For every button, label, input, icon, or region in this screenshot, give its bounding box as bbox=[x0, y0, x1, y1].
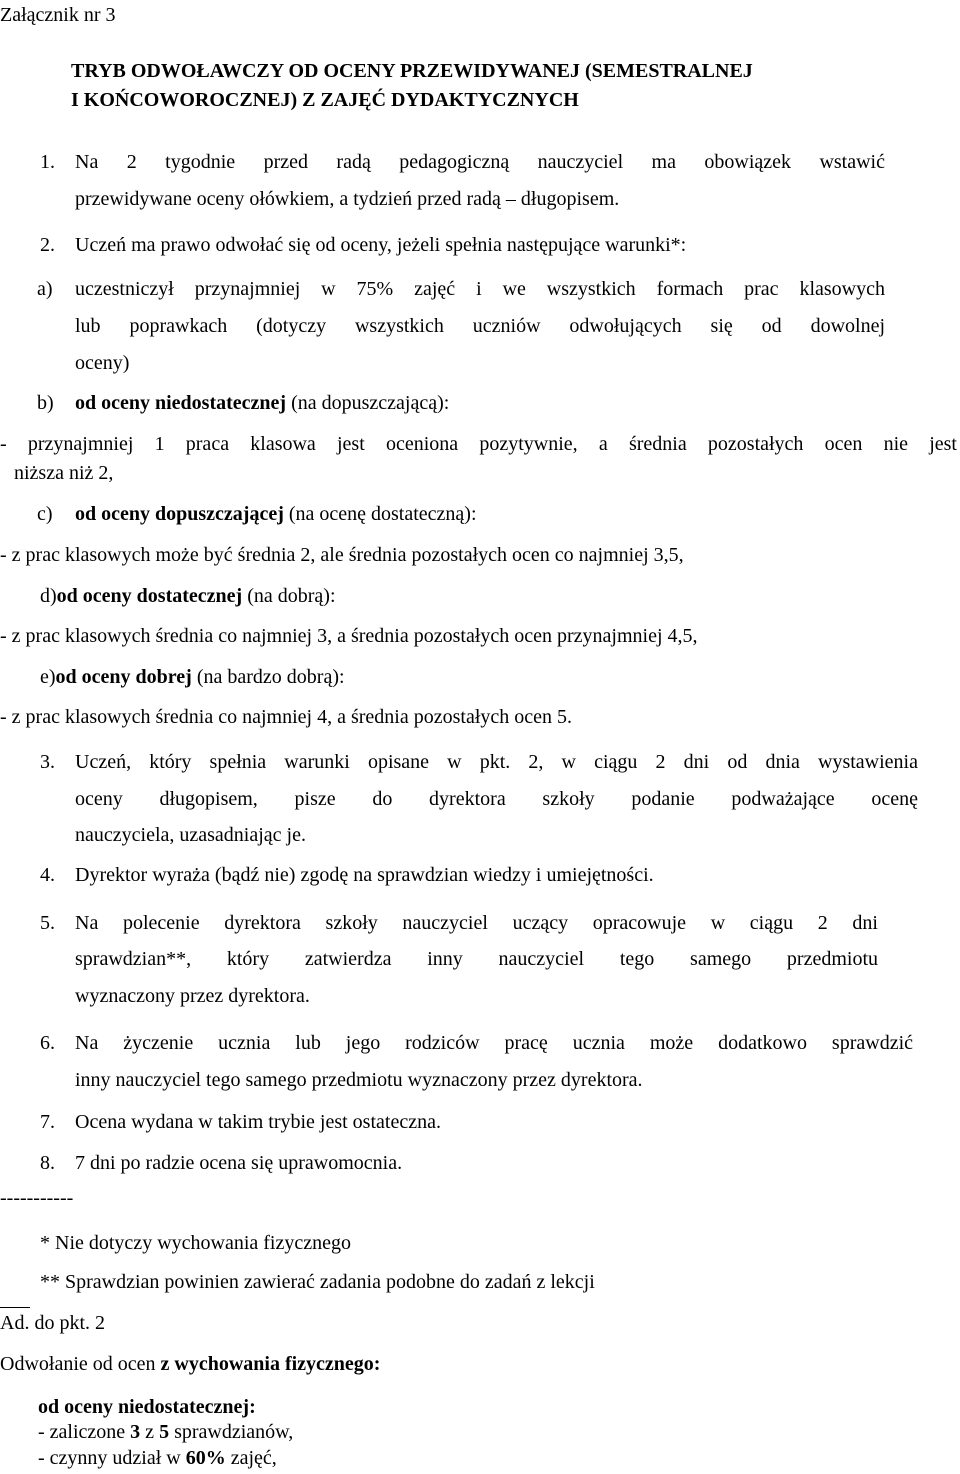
ad-intro-bold: z wychowania fizycznego: bbox=[160, 1353, 381, 1375]
item-3-line-2: oceny długopisem, pisze do dyrektora szkoły podanie podważające ocenę bbox=[75, 788, 918, 810]
item-1-line-2: przewidywane oceny ołówkiem, a tydzień przed radą – długopisem. bbox=[75, 188, 620, 210]
ad-line-2-percent: 60% bbox=[185, 1447, 226, 1469]
condition-c-rest: (na ocenę dostateczną): bbox=[283, 503, 477, 525]
item-3-line-3: nauczyciela, uzasadniając je. bbox=[75, 824, 306, 846]
item-5-line-1: Na polecenie dyrektora szkoły nauczyciel uczący opracowuje w ciągu 2 dni bbox=[75, 912, 878, 934]
ad-line-1-text: - zaliczone bbox=[38, 1421, 131, 1443]
ad-line-1 bbox=[38, 1420, 293, 1444]
condition-b-bold: od oceny niedostatecznej bbox=[75, 392, 287, 414]
footnote-2: ** Sprawdzian powinien zawierać zadania podobne do zadań z lekcji bbox=[40, 1271, 595, 1293]
condition-b-detail-1: - przynajmniej 1 praca klasowa jest oceniona pozytywnie, a średnia pozostałych ocen nie jest bbox=[0, 433, 957, 455]
ad-line-1-count: 3 bbox=[130, 1421, 141, 1443]
item-3-line-1: Uczeń, który spełnia warunki opisane w pkt. 2, w ciągu 2 dni od dnia wystawienia bbox=[75, 751, 918, 773]
condition-e-detail: - z prac klasowych średnia co najmniej 4, a średnia pozostałych ocen 5. bbox=[0, 706, 573, 728]
condition-d-rest: (na dobrą): bbox=[242, 585, 336, 607]
item-6-line-2: inny nauczyciel tego samego przedmiotu wyznaczony przez dyrektora. bbox=[75, 1069, 643, 1091]
condition-b-rest: (na dopuszczającą): bbox=[286, 392, 450, 414]
condition-c-bold: od oceny dopuszczającej bbox=[75, 503, 284, 525]
condition-d-bold: od oceny dostatecznej bbox=[56, 585, 243, 607]
condition-e-heading bbox=[40, 665, 345, 689]
condition-e-rest: (na bardzo dobrą): bbox=[191, 666, 345, 688]
condition-b-heading bbox=[75, 391, 449, 415]
condition-d-label: d) bbox=[40, 585, 57, 607]
annex-label: Załącznik nr 3 bbox=[0, 4, 116, 26]
bullet-dash bbox=[0, 1307, 30, 1308]
title-line-2: I KOŃCOWOROCZNEJ) Z ZAJĘĆ DYDAKTYCZNYCH bbox=[71, 89, 579, 111]
item-3-number: 3. bbox=[40, 751, 55, 773]
item-2-line-1: Uczeń ma prawo odwołać się od oceny, jeżeli spełnia następujące warunki*: bbox=[75, 234, 687, 256]
footnote-separator: ----------- bbox=[0, 1187, 74, 1209]
footnote-1: * Nie dotyczy wychowania fizycznego bbox=[40, 1232, 351, 1254]
item-1-number: 1. bbox=[40, 151, 55, 173]
ad-line-2 bbox=[38, 1446, 277, 1470]
item-6-line-1: Na życzenie ucznia lub jego rodziców pracę ucznia może dodatkowo sprawdzić bbox=[75, 1032, 913, 1054]
item-7-line-1: Ocena wydana w takim trybie jest ostateczna. bbox=[75, 1111, 441, 1133]
condition-b-label: b) bbox=[37, 392, 54, 414]
ad-bullet-heading bbox=[38, 1395, 256, 1419]
item-5-line-2: sprawdzian**, który zatwierdza inny nauczyciel tego samego przedmiotu bbox=[75, 948, 878, 970]
ad-intro-plain: Odwołanie od ocen bbox=[0, 1353, 161, 1375]
item-5-line-3: wyznaczony przez dyrektora. bbox=[75, 985, 310, 1007]
ad-bullet-bold: od oceny niedostatecznej: bbox=[38, 1396, 256, 1418]
condition-a-line-1: uczestniczył przynajmniej w 75% zajęć i we wszystkich formach prac klasowych bbox=[75, 278, 885, 300]
item-4-line-1: Dyrektor wyraża (bądź nie) zgodę na sprawdzian wiedzy i umiejętności. bbox=[75, 864, 654, 886]
condition-a-line-2: lub poprawkach (dotyczy wszystkich uczniów odwołujących się od dowolnej bbox=[75, 315, 885, 337]
item-2-number: 2. bbox=[40, 234, 55, 256]
condition-a-line-3: oceny) bbox=[75, 352, 130, 374]
ad-intro bbox=[0, 1352, 380, 1376]
ad-line-2-tail: zajęć, bbox=[225, 1447, 277, 1469]
item-4-number: 4. bbox=[40, 864, 55, 886]
item-5-number: 5. bbox=[40, 912, 55, 934]
condition-e-label: e) bbox=[40, 666, 56, 688]
condition-c-heading bbox=[75, 502, 477, 526]
item-1-line-1: Na 2 tygodnie przed radą pedagogiczną nauczyciel ma obowiązek wstawić bbox=[75, 151, 885, 173]
ad-heading: Ad. do pkt. 2 bbox=[0, 1312, 105, 1334]
ad-line-1-total: 5 bbox=[159, 1421, 170, 1443]
condition-e-bold: od oceny dobrej bbox=[55, 666, 192, 688]
condition-d-heading bbox=[40, 584, 336, 608]
condition-a-label: a) bbox=[37, 278, 53, 300]
title-line-1: TRYB ODWOŁAWCZY OD OCENY PRZEWIDYWANEJ (SEMESTRALNEJ bbox=[71, 60, 753, 82]
item-6-number: 6. bbox=[40, 1032, 55, 1054]
ad-line-2-text: - czynny udział w bbox=[38, 1447, 186, 1469]
condition-c-detail: - z prac klasowych może być średnia 2, ale średnia pozostałych ocen co najmniej 3,5, bbox=[0, 544, 684, 566]
ad-line-1-of: z bbox=[140, 1421, 160, 1443]
condition-b-detail-2: niższa niż 2, bbox=[14, 462, 114, 484]
ad-line-1-tail: sprawdzianów, bbox=[169, 1421, 294, 1443]
condition-d-detail: - z prac klasowych średnia co najmniej 3, a średnia pozostałych ocen przynajmniej 4,5, bbox=[0, 625, 698, 647]
item-7-number: 7. bbox=[40, 1111, 55, 1133]
item-8-line-1: 7 dni po radzie ocena się uprawomocnia. bbox=[75, 1152, 403, 1174]
item-8-number: 8. bbox=[40, 1152, 55, 1174]
condition-c-label: c) bbox=[37, 503, 53, 525]
